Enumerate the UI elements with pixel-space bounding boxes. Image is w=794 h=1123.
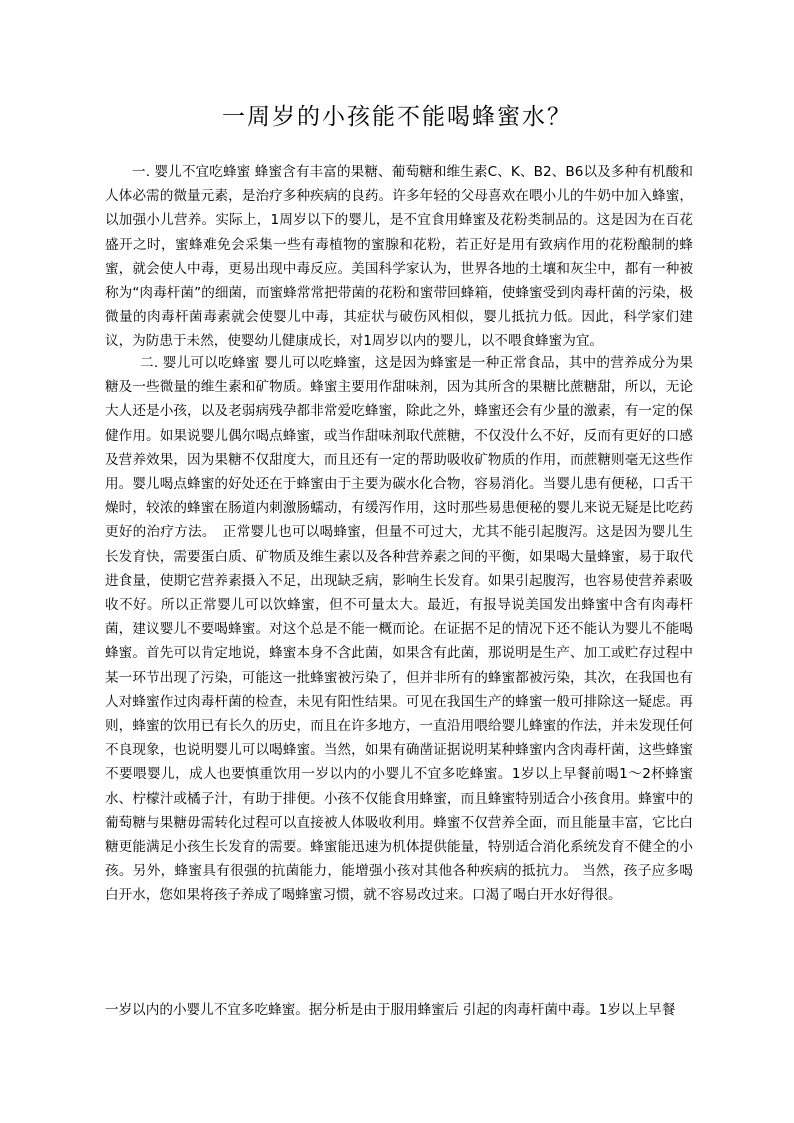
paragraph-infants-should-not-eat-honey: 一. 婴儿不宜吃蜂蜜 蜂蜜含有丰富的果糖、葡萄糖和维生素C、K、B2、B6以及多种有机酸和人体必需的微量元素，是治疗多种疾病的良药。许多年轻的父母喜欢在喂小儿的牛奶中加入蜂蜜，以加强小儿营养。实际上，1周岁以下的婴儿，是不宜食用蜂蜜及花粉类制品的。这是因为在百花盛开之时，蜜蜂难免会采集一些有毒植物的蜜腺和花粉，若正好是用有致病作用的花粉酿制的蜂蜜，就会使人中毒，更易出现中毒反应。美国科学家认为，世界各地的土壤和灰尘中，都有一种被称为“肉毒杆菌”的细菌，而蜜蜂常常把带菌的花粉和蜜带回蜂箱，使蜂蜜受到肉毒杆菌的污染，极微量的肉毒杆菌毒素就会使婴儿中毒，其症状与破伤风相似，婴儿抵抗力低。因此，科学家们建议，为防患于未然，使婴幼儿健康成长，对1周岁以内的婴儿，以不喂食蜂蜜为宜。 — [105, 164, 693, 350]
document-title: 一周岁的小孩能不能喝蜂蜜水？ — [222, 104, 572, 130]
paragraph-infants-can-eat-honey: 二. 婴儿可以吃蜂蜜 婴儿可以吃蜂蜜，这是因为蜂蜜是一种正常食品，其中的营养成分为果糖及一些微量的维生素和矿物质。蜂蜜主要用作甜味剂，因为其所含的果糖比蔗糖甜，所以，无论大人还是小孩，以及老弱病残孕都非常爱吃蜂蜜，除此之外，蜂蜜还会有少量的激素，有一定的保健作用。如果说婴儿偶尔喝点蜂蜜，或当作甜味剂取代蔗糖，不仅没什么不好，反而有更好的口感及营养效果，因为果糖不仅甜度大，而且还有一定的帮助吸收矿物质的作用，而蔗糖则毫无这些作用。婴儿喝点蜂蜜的好处还在于蜂蜜由于主要为碳水化合物，容易消化。当婴儿患有便秘，口舌干燥时，较浓的蜂蜜在肠道内刺激肠蠕动，有缓泻作用，这时那些易患便秘的婴儿来说无疑是比吃药更好的治疗方法。 正常婴儿也可以喝蜂蜜，但量不可过大，尤其不能引起腹泻。这是因为婴儿生长发育快，需要蛋白质、矿物质及维生素以及各种营养素之间的平衡，如果喝大量蜂蜜，易于取代进食量，使期它营养素摄入不足，出现缺乏病，影响生长发育。如果引起腹泻，也容易使营养素吸收不好。所以正常婴儿可以饮蜂蜜，但不可量太大。最近，有报导说美国发出蜂蜜中含有肉毒杆菌，建议婴儿不要喝蜂蜜。对这个总是不能一概而论。在证据不足的情况下还不能认为婴儿不能喝蜂蜜。首先可以肯定地说，蜂蜜本身不含此菌，如果含有此菌，那说明是生产、加工或贮存过程中某一环节出现了污染，可能这一批蜂蜜被污染了，但并非所有的蜂蜜都被污染，其次，在我国也有人对蜂蜜作过肉毒杆菌的检查，未见有阳性结果。可见在我国生产的蜂蜜一般可排除这一疑虑。再则，蜂蜜的饮用已有长久的历史，而且在许多地方，一直沿用喂给婴儿蜂蜜的作法，并未发现任何不良现象，也说明婴儿可以喝蜂蜜。当然，如果有确凿证据说明某种蜂蜜内含肉毒杆菌，这些蜂蜜不要喂婴儿，成人也要慎重饮用一岁以内的小婴儿不宜多吃蜂蜜。1岁以上早餐前喝1～2杯蜂蜜水、柠檬汁或橘子汁，有助于排便。小孩不仅能食用蜂蜜，而且蜂蜜特别适合小孩食用。蜂蜜中的葡萄糖与果糖毋需转化过程可以直接被人体吸收利用。蜂蜜不仅营养全面，而且能量丰富，它比白糖更能满足小孩生长发育的需要。蜂蜜能迅速为机体提供能量，特别适合消化系统发育不健全的小孩。另外，蜂蜜具有很强的抗菌能力，能增强小孩对其他各种疾病的抵抗力。 当然，孩子应多喝白开水，您如果将孩子养成了喝蜂蜜习惯，就不容易改过来。口渴了喝白开水好得很。 — [105, 355, 693, 904]
paragraph-under-one-year: 一岁以内的小婴儿不宜多吃蜂蜜。据分析是由于服用蜂蜜后 引起的肉毒杆菌中毒。1岁以上早餐 — [105, 1002, 676, 1018]
